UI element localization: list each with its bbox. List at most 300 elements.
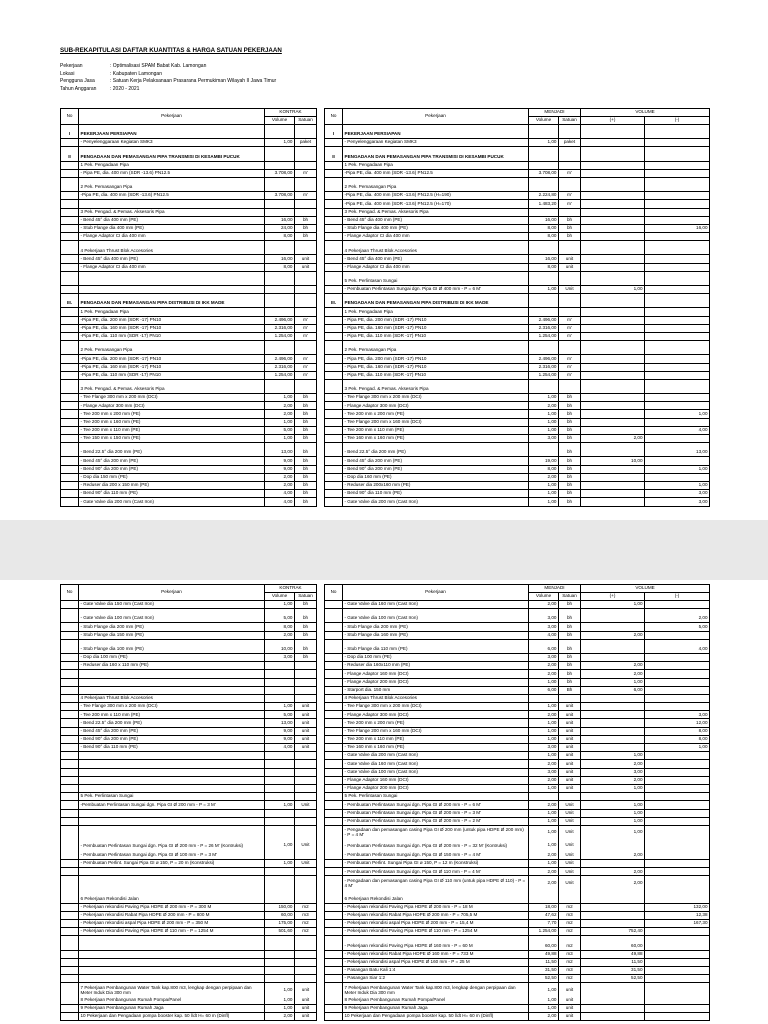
row-number bbox=[325, 263, 343, 271]
row-number bbox=[325, 418, 343, 426]
revised-unit bbox=[559, 895, 581, 903]
row-number bbox=[61, 744, 79, 752]
header-volume-group: VOLUME bbox=[581, 585, 710, 593]
item-description: - Gate Valve dia 150 mm (Cast Iron) bbox=[79, 601, 265, 609]
row-number bbox=[61, 895, 79, 903]
row-number bbox=[325, 161, 343, 169]
revised-unit: unit bbox=[559, 711, 581, 719]
column-spacer bbox=[317, 457, 325, 465]
volume-plus bbox=[581, 386, 645, 394]
volume-minus: 4,00 bbox=[645, 646, 710, 654]
revised-volume: 1,00 bbox=[529, 817, 559, 825]
revised-volume bbox=[529, 208, 559, 216]
volume-plus bbox=[581, 139, 645, 147]
row-number bbox=[325, 192, 343, 200]
volume-plus bbox=[581, 793, 645, 801]
revised-volume: 7,70 bbox=[529, 920, 559, 928]
table-row bbox=[61, 727, 710, 735]
revised-volume: 4,00 bbox=[529, 631, 559, 639]
row-number bbox=[325, 247, 343, 255]
volume-minus bbox=[645, 996, 710, 1004]
revised-item-description: - Pekerjaan rekondisi aspal Pipa HDPE Ø 160 mm - P = 25 M bbox=[343, 958, 529, 966]
contract-volume bbox=[265, 308, 295, 316]
contract-unit: m' bbox=[295, 371, 317, 379]
volume-plus: 1,00 bbox=[581, 825, 645, 839]
revised-volume: 1,00 bbox=[529, 996, 559, 1004]
row-number bbox=[325, 465, 343, 473]
contract-volume bbox=[265, 950, 295, 958]
row-number bbox=[325, 435, 343, 443]
revised-volume: 3.708,00 bbox=[529, 169, 559, 177]
revised-item-description: - Pekerjaan rekondisi Rabat Pipa HDPE Ø 160 mm - P = 733 M bbox=[343, 950, 529, 958]
contract-unit bbox=[295, 793, 317, 801]
item-description: -Pipa PE, dia. 160 mm (SDR -17) PN10 bbox=[79, 363, 265, 371]
volume-plus bbox=[581, 200, 645, 208]
item-description: - Bend 90° dia 110 mm (PE) bbox=[79, 490, 265, 498]
row-number bbox=[61, 1004, 79, 1012]
table-row bbox=[61, 760, 710, 768]
project-info-row bbox=[60, 78, 276, 86]
contract-unit: bh bbox=[295, 224, 317, 232]
volume-plus: 60,00 bbox=[581, 942, 645, 950]
volume-minus bbox=[645, 435, 710, 443]
revised-volume: 3,00 bbox=[529, 615, 559, 623]
contract-unit: bh bbox=[295, 615, 317, 623]
revised-unit: bh bbox=[559, 670, 581, 678]
table-row bbox=[61, 410, 710, 418]
revised-volume: 3,00 bbox=[529, 768, 559, 776]
volume-plus bbox=[581, 153, 645, 161]
row-number bbox=[325, 449, 343, 457]
row-number bbox=[325, 727, 343, 735]
row-number bbox=[325, 224, 343, 232]
contract-unit: unit bbox=[295, 1012, 317, 1020]
volume-minus bbox=[645, 793, 710, 801]
revised-unit: unit bbox=[559, 727, 581, 735]
contract-unit bbox=[295, 752, 317, 760]
contract-unit: unit bbox=[295, 983, 317, 997]
contract-unit: bh bbox=[295, 631, 317, 639]
revised-item-description: - Penyelenggaraan Kegiatan SMK3 bbox=[343, 139, 529, 147]
row-number bbox=[61, 703, 79, 711]
revised-item-description: - Pengadaan dan pemasangan casing Pipa GI Ø 110 mm (untuk pipa HDPE Ø 110) - P = 4 M' bbox=[343, 876, 529, 890]
revised-item-description: - Pasangan Batu Kali 1:4 bbox=[343, 966, 529, 974]
revised-volume bbox=[529, 153, 559, 161]
item-description: - Pekerjaan rekondisi Paving Pipa HDPE Ø 200 mm - P = 300 M bbox=[79, 903, 265, 911]
revised-unit: bh bbox=[559, 426, 581, 434]
volume-minus bbox=[645, 184, 710, 192]
row-number bbox=[325, 760, 343, 768]
row-number bbox=[61, 601, 79, 609]
revised-volume bbox=[529, 386, 559, 394]
volume-minus bbox=[645, 286, 710, 294]
volume-minus: 1,00 bbox=[645, 465, 710, 473]
item-description: 7 Pekerjaan Pembangunan Water Tank kap.800 m3, lengkap dengan perpipaan dan Meter Induk Dia 300 mm bbox=[79, 983, 265, 997]
row-number bbox=[61, 686, 79, 694]
column-spacer bbox=[317, 735, 325, 743]
revised-volume: 2,00 bbox=[529, 776, 559, 784]
row-number bbox=[325, 711, 343, 719]
revised-unit: Unit bbox=[559, 286, 581, 294]
table-row bbox=[61, 263, 710, 271]
table-row bbox=[61, 852, 710, 860]
contract-volume: 2.316,00 bbox=[265, 324, 295, 332]
column-spacer bbox=[317, 784, 325, 792]
revised-unit: Bh bbox=[559, 686, 581, 694]
revised-unit: m' bbox=[559, 192, 581, 200]
volume-minus bbox=[645, 355, 710, 363]
contract-volume: 3.708,00 bbox=[265, 169, 295, 177]
contract-volume bbox=[265, 868, 295, 876]
volume-minus: 12,00 bbox=[645, 719, 710, 727]
revised-volume: 1,00 bbox=[529, 498, 559, 506]
revised-unit: bh bbox=[559, 449, 581, 457]
row-number bbox=[61, 394, 79, 402]
column-spacer bbox=[317, 200, 325, 208]
project-info-row bbox=[60, 71, 276, 79]
row-number bbox=[61, 903, 79, 911]
revised-unit: bh bbox=[559, 457, 581, 465]
contract-unit: unit bbox=[295, 703, 317, 711]
volume-minus bbox=[645, 457, 710, 465]
table-row bbox=[61, 839, 710, 852]
revised-item-description: 1 Pek. Pengadaan Pipa bbox=[343, 308, 529, 316]
volume-plus bbox=[581, 735, 645, 743]
volume-minus bbox=[645, 192, 710, 200]
header-pekerjaan: Pekerjaan bbox=[79, 585, 265, 601]
column-spacer bbox=[317, 208, 325, 216]
revised-unit: m2 bbox=[559, 920, 581, 928]
revised-unit: bh bbox=[559, 615, 581, 623]
contract-unit: m2 bbox=[295, 928, 317, 936]
column-spacer bbox=[317, 490, 325, 498]
volume-minus bbox=[645, 1012, 710, 1020]
item-description: - Bend 90° dia 200 mm (PE) bbox=[79, 465, 265, 473]
item-description bbox=[79, 278, 265, 286]
contract-unit: m2 bbox=[295, 920, 317, 928]
revised-volume bbox=[529, 347, 559, 355]
contract-unit bbox=[295, 208, 317, 216]
revised-volume: 1,00 bbox=[529, 678, 559, 686]
table-row bbox=[61, 208, 710, 216]
table-row bbox=[61, 481, 710, 489]
contract-unit bbox=[295, 347, 317, 355]
contract-volume bbox=[265, 958, 295, 966]
contract-volume: 501,60 bbox=[265, 928, 295, 936]
item-description bbox=[79, 809, 265, 817]
revised-item-description: - Pekerjaan rekondisi aspal Pipa HDPE Ø 200 mm - P = 15,4 M bbox=[343, 920, 529, 928]
revised-unit: Unit bbox=[559, 876, 581, 890]
revised-volume: 3,00 bbox=[529, 435, 559, 443]
row-number bbox=[61, 920, 79, 928]
volume-plus bbox=[581, 711, 645, 719]
contract-unit: Unit bbox=[295, 801, 317, 809]
header-volume: Volume bbox=[529, 593, 559, 601]
item-description: - Tee 200 mm x 160 mm (PE) bbox=[79, 418, 265, 426]
contract-unit: bh bbox=[295, 490, 317, 498]
row-number: II bbox=[61, 153, 79, 161]
table-row bbox=[61, 224, 710, 232]
revised-item-description: 4 Pekerjaan Thrust Blok Accesories bbox=[343, 247, 529, 255]
volume-plus: 11,50 bbox=[581, 958, 645, 966]
table-row bbox=[61, 449, 710, 457]
header-no: No bbox=[61, 109, 79, 125]
revised-volume: 16,00 bbox=[529, 255, 559, 263]
row-number bbox=[325, 363, 343, 371]
volume-minus: 16,00 bbox=[645, 224, 710, 232]
revised-item-description: - Tee 200 mm x 110 mm (PE) bbox=[343, 426, 529, 434]
revised-unit: Unit bbox=[559, 860, 581, 868]
row-number bbox=[61, 324, 79, 332]
revised-unit: bh bbox=[559, 224, 581, 232]
contract-unit: bh bbox=[295, 449, 317, 457]
revised-unit: m2 bbox=[559, 942, 581, 950]
contract-volume: 1,00 bbox=[265, 394, 295, 402]
revised-volume: 1,00 bbox=[529, 839, 559, 852]
volume-plus bbox=[581, 263, 645, 271]
row-number bbox=[61, 817, 79, 825]
item-description bbox=[79, 286, 265, 294]
project-info-label: Pengguna Jasa bbox=[60, 78, 95, 85]
item-description bbox=[79, 200, 265, 208]
project-info-value: : Kabupaten Lamongan bbox=[110, 70, 162, 77]
header-pekerjaan: Pekerjaan bbox=[343, 109, 529, 125]
revised-unit: bh bbox=[559, 465, 581, 473]
column-spacer bbox=[317, 1012, 325, 1020]
column-spacer bbox=[317, 653, 325, 661]
row-number bbox=[61, 623, 79, 631]
column-spacer bbox=[317, 278, 325, 286]
contract-unit bbox=[295, 825, 317, 839]
row-number bbox=[61, 839, 79, 852]
column-spacer bbox=[317, 928, 325, 936]
item-description: - Reduser dia 160 x 110 mm (PE) bbox=[79, 662, 265, 670]
volume-minus bbox=[645, 950, 710, 958]
item-description: - Stub Flange dia 200 mm (PE) bbox=[79, 623, 265, 631]
table-row bbox=[61, 371, 710, 379]
volume-plus bbox=[581, 703, 645, 711]
contract-volume: 9,00 bbox=[265, 457, 295, 465]
revised-unit bbox=[559, 278, 581, 286]
table-row bbox=[61, 184, 710, 192]
revised-unit bbox=[559, 793, 581, 801]
row-number bbox=[325, 839, 343, 852]
revised-volume: 3,00 bbox=[529, 623, 559, 631]
contract-volume bbox=[265, 347, 295, 355]
contract-volume: 8,00 bbox=[265, 233, 295, 241]
contract-volume bbox=[265, 153, 295, 161]
row-number bbox=[61, 711, 79, 719]
volume-minus: 3,00 bbox=[645, 711, 710, 719]
volume-minus bbox=[645, 316, 710, 324]
table-row bbox=[61, 623, 710, 631]
volume-plus bbox=[581, 996, 645, 1004]
contract-volume bbox=[265, 300, 295, 308]
revised-unit: bh bbox=[559, 418, 581, 426]
row-number bbox=[325, 410, 343, 418]
revised-unit bbox=[559, 153, 581, 161]
revised-item-description: - Pipa PE, dia. 110 mm (SDR -17) PN10 bbox=[343, 332, 529, 340]
table-row bbox=[61, 809, 710, 817]
row-number bbox=[61, 435, 79, 443]
row-number bbox=[325, 615, 343, 623]
revised-unit: m' bbox=[559, 316, 581, 324]
contract-volume: 1,00 bbox=[265, 860, 295, 868]
column-spacer bbox=[317, 332, 325, 340]
contract-volume: 175,00 bbox=[265, 920, 295, 928]
revised-item-description: 1 Pek. Pengadaan Pipa bbox=[343, 161, 529, 169]
revised-item-description: 3 Pek. Pengad. & Pemas. Aksesoris Pipa bbox=[343, 208, 529, 216]
row-number bbox=[325, 184, 343, 192]
row-number bbox=[61, 996, 79, 1004]
item-description: - Tee 200 mm x 200 mm (PE) bbox=[79, 410, 265, 418]
contract-unit bbox=[295, 153, 317, 161]
column-spacer bbox=[317, 895, 325, 903]
contract-volume: 10,00 bbox=[265, 646, 295, 654]
row-number bbox=[325, 670, 343, 678]
column-spacer bbox=[317, 394, 325, 402]
volume-plus: 1,00 bbox=[581, 809, 645, 817]
header-menjadi: MENJADI bbox=[529, 109, 581, 117]
row-number bbox=[325, 653, 343, 661]
header-spacer bbox=[317, 109, 325, 125]
volume-minus bbox=[645, 233, 710, 241]
volume-plus bbox=[581, 308, 645, 316]
item-description: - Tee Flange 300 mm x 200 mm (DCI) bbox=[79, 703, 265, 711]
row-number bbox=[325, 371, 343, 379]
row-number bbox=[61, 719, 79, 727]
project-info-value: : 2020 - 2021 bbox=[110, 85, 140, 92]
revised-unit: unit bbox=[559, 255, 581, 263]
revised-volume: 1,00 bbox=[529, 860, 559, 868]
table-row bbox=[61, 983, 710, 997]
revised-volume: 19,00 bbox=[529, 457, 559, 465]
volume-plus: 2,00 bbox=[581, 670, 645, 678]
revised-unit bbox=[559, 161, 581, 169]
revised-unit: Unit bbox=[559, 801, 581, 809]
item-description: - Bend 45° dia 200 mm (PE) bbox=[79, 457, 265, 465]
revised-volume: 2,00 bbox=[529, 601, 559, 609]
contract-volume: 1,00 bbox=[265, 801, 295, 809]
table-row bbox=[61, 153, 710, 161]
row-number bbox=[61, 735, 79, 743]
contract-volume bbox=[265, 278, 295, 286]
contract-unit: m' bbox=[295, 316, 317, 324]
contract-unit: m' bbox=[295, 332, 317, 340]
revised-volume: 1,00 bbox=[529, 286, 559, 294]
contract-volume: 8,00 bbox=[265, 623, 295, 631]
row-number bbox=[325, 255, 343, 263]
revised-item-description: - Gate Valve dia 200 mm (Cast Iron) bbox=[343, 752, 529, 760]
contract-volume: 1,00 bbox=[265, 1004, 295, 1012]
contract-unit: m' bbox=[295, 355, 317, 363]
item-description: -Pipa PE, dia. 200 mm (SDR -17) PN10 bbox=[79, 355, 265, 363]
column-spacer bbox=[317, 184, 325, 192]
contract-volume bbox=[265, 825, 295, 839]
column-spacer bbox=[317, 216, 325, 224]
row-number: I bbox=[325, 131, 343, 139]
item-description bbox=[79, 768, 265, 776]
volume-minus bbox=[645, 139, 710, 147]
item-description: -Pipa PE, dia. 110 mm (SDR -17) PN10 bbox=[79, 371, 265, 379]
contract-unit bbox=[295, 686, 317, 694]
revised-volume: 31,50 bbox=[529, 966, 559, 974]
column-spacer bbox=[317, 711, 325, 719]
revised-volume bbox=[529, 247, 559, 255]
row-number bbox=[325, 457, 343, 465]
contract-volume: 1,00 bbox=[265, 601, 295, 609]
item-description: - Pembuatan Perlint. Sungai Pipa GI ø 150, P = 20 m (Konstruksi) bbox=[79, 860, 265, 868]
row-number bbox=[61, 490, 79, 498]
revised-unit: unit bbox=[559, 768, 581, 776]
revised-item-description: 3 Pek. Pengad. & Pemas. Aksesoris Pipa bbox=[343, 386, 529, 394]
item-description: PENGADAAN DAN PEMASANGAN PIPA TRANSMISI DI KESAMBI PUCUK bbox=[79, 153, 265, 161]
row-number bbox=[325, 308, 343, 316]
contract-volume bbox=[265, 694, 295, 702]
column-spacer bbox=[317, 686, 325, 694]
item-description: - Pekerjaan rekondisi Paving Pipa HDPE Ø 110 mm - P = 1254 M bbox=[79, 928, 265, 936]
row-number bbox=[61, 958, 79, 966]
item-description: 2 Pek. Pemasangan Pipa bbox=[79, 184, 265, 192]
table-row bbox=[61, 394, 710, 402]
row-number bbox=[325, 1004, 343, 1012]
header-spacer bbox=[317, 585, 325, 601]
volume-plus bbox=[581, 615, 645, 623]
row-number bbox=[61, 233, 79, 241]
volume-minus: 3,00 bbox=[645, 498, 710, 506]
revised-unit bbox=[559, 386, 581, 394]
contract-unit: Unit bbox=[295, 839, 317, 852]
contract-unit bbox=[295, 809, 317, 817]
revised-item-description: PENGADAAN DAN PEMASANGAN PIPA TRANSMISI DI KESAMBI PUCUK bbox=[343, 153, 529, 161]
volume-plus bbox=[581, 131, 645, 139]
volume-minus bbox=[645, 371, 710, 379]
row-number bbox=[61, 255, 79, 263]
revised-volume: 8,00 bbox=[529, 465, 559, 473]
volume-plus bbox=[581, 839, 645, 852]
volume-minus bbox=[645, 386, 710, 394]
header-volume: Volume bbox=[265, 593, 295, 601]
page-separator bbox=[0, 520, 768, 580]
item-description bbox=[79, 686, 265, 694]
contract-volume: 16,00 bbox=[265, 216, 295, 224]
column-spacer bbox=[317, 801, 325, 809]
row-number bbox=[61, 752, 79, 760]
contract-volume bbox=[265, 752, 295, 760]
volume-plus: 1,00 bbox=[581, 784, 645, 792]
revised-unit: m' bbox=[559, 324, 581, 332]
row-number bbox=[61, 224, 79, 232]
volume-plus: 1,00 bbox=[581, 678, 645, 686]
row-number bbox=[325, 928, 343, 936]
volume-minus: 5,00 bbox=[645, 623, 710, 631]
row-number bbox=[61, 975, 79, 983]
table-row bbox=[61, 817, 710, 825]
table-row bbox=[61, 386, 710, 394]
column-spacer bbox=[317, 435, 325, 443]
volume-plus bbox=[581, 426, 645, 434]
row-number bbox=[61, 286, 79, 294]
item-description bbox=[79, 868, 265, 876]
contract-unit: unit bbox=[295, 711, 317, 719]
row-number bbox=[325, 776, 343, 784]
row-number bbox=[61, 678, 79, 686]
quantity-table-page-1 bbox=[60, 108, 710, 507]
row-number bbox=[61, 449, 79, 457]
row-number bbox=[61, 983, 79, 997]
volume-minus bbox=[645, 975, 710, 983]
item-description: 8 Pekerjaan Pembangunan Rumah Pompa/Panel bbox=[79, 996, 265, 1004]
